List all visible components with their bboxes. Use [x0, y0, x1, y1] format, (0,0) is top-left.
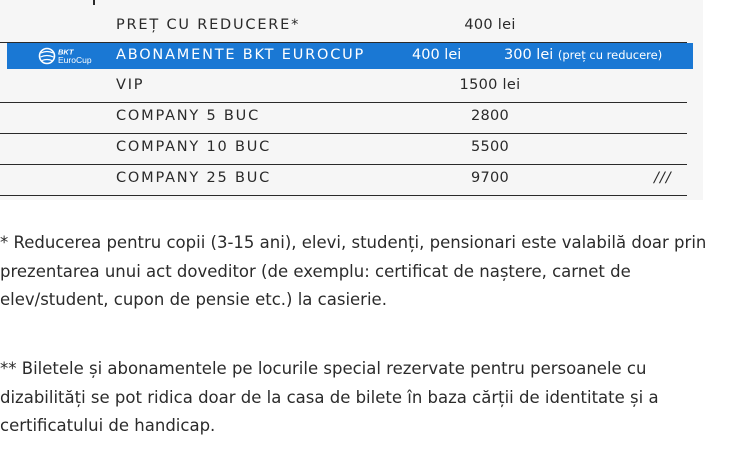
row-label: VIP: [116, 77, 145, 93]
row-label: PREȚ CU REDUCERE*: [116, 17, 301, 33]
highlight-price-full: 400 lei: [412, 47, 462, 63]
table-top-tick: [93, 0, 95, 5]
highlight-price-note: (preț cu reducere): [557, 48, 663, 62]
logo-text-bottom: EuroCup: [58, 55, 92, 65]
highlight-label: ABONAMENTE BKT EUROCUP: [116, 47, 366, 63]
highlight-price-reduced: [504, 47, 662, 63]
table-row-reduced-price: [0, 12, 687, 43]
row-mark: ///: [654, 170, 672, 186]
row-price: 400 lei: [464, 17, 516, 33]
table-row-company-10: [0, 134, 687, 165]
row-price: 1500 lei: [459, 77, 521, 93]
price-table: [0, 0, 703, 200]
row-price: 5500: [470, 139, 510, 155]
table-row-company-5: [0, 103, 687, 134]
eurocup-logo-icon: [37, 46, 107, 66]
row-price: 9700: [470, 170, 510, 186]
row-label: COMPANY 10 BUC: [116, 139, 272, 155]
row-label: COMPANY 25 BUC: [116, 170, 272, 186]
row-label: COMPANY 5 BUC: [116, 108, 261, 124]
table-row-vip: [0, 72, 687, 103]
table-row-eurocup-subscription[interactable]: [7, 43, 693, 69]
table-row-company-25: [0, 165, 687, 196]
footnote-disability: ** Biletele și abonamentele pe locurile special rezervate pentru persoanele cu dizabilități se pot ridica doar de la casa de bilete în baza cărții de identitate și a certificatului de handicap.: [0, 359, 659, 435]
footnote-reduction: * Reducerea pentru copii (3-15 ani), elevi, studenți, pensionari este valabilă doar prin prezentarea unui act doveditor (de exemplu: certificat de naștere, carnet de elev/student, cupon de pensie etc.) la casierie.: [0, 233, 707, 309]
highlight-price-reduced-value: 300 lei: [504, 47, 554, 63]
logo-text-top: BKT: [58, 47, 74, 57]
row-price: 2800: [470, 108, 510, 124]
